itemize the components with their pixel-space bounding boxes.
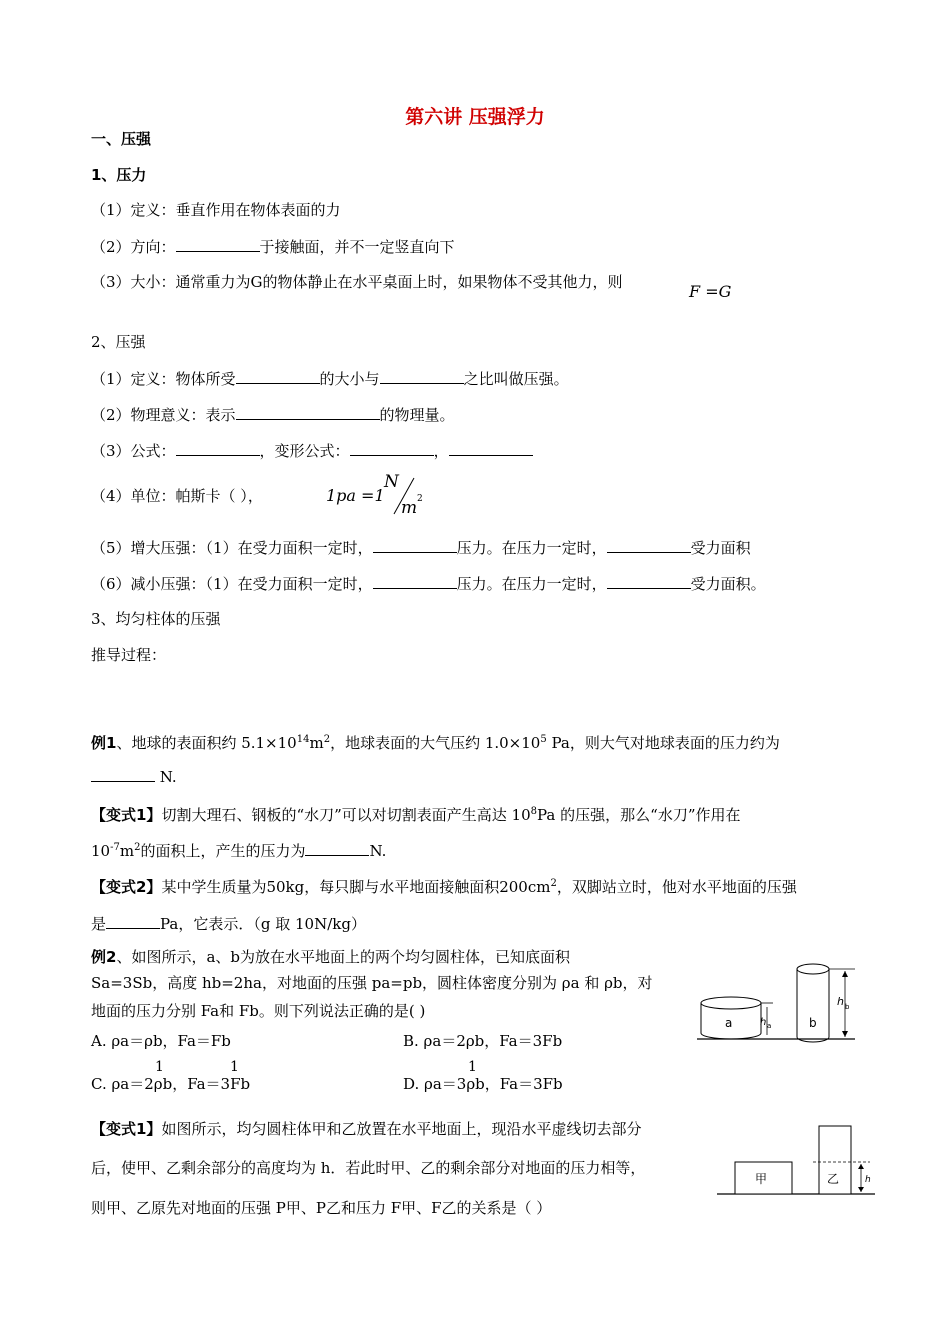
increase-part: （5）增大压强：（1）在受力面积一定时， [91,539,373,557]
text-part: 切割大理石、钢板的“水刀”可以对切割表面产生高达 10 [161,806,531,824]
unit-exponent: 2 [417,494,423,504]
answer-blank[interactable] [373,537,457,553]
subsection-heading-force: 1、压力 [91,166,147,184]
exponent: 14 [296,734,310,745]
answer-blank[interactable] [350,440,434,456]
pressure-def-part: 之比叫做压强。 [463,370,569,388]
answer-blank[interactable] [373,573,457,589]
exponent: -7 [110,842,120,853]
variant-1-line-1 [91,802,740,825]
pressure-unit-text: （4）单位：帕斯卡（ ）， [91,487,263,505]
pressure-meaning-line [91,404,455,425]
example-label: 例2 [91,948,117,966]
option-d-fraction-top: 1 [468,1059,477,1075]
answer-blank[interactable] [380,368,464,384]
text-part: 、如图所示，a、b为放在水平地面上的两个均匀圆柱体，已知底面积 [116,948,570,966]
option-c-fraction-top-2: 1 [230,1059,239,1075]
option-b[interactable]: B. ρa＝2ρb，Fa＝3Fb [403,1032,563,1050]
jia-yi-figure [715,1120,880,1200]
cylinders-figure [695,955,860,1055]
answer-blank[interactable] [236,404,380,420]
section-heading-pressure: 一、压强 [91,130,152,148]
exponent: 5 [540,734,547,745]
variant-1-line-2 [91,838,386,861]
variant-3-line-2: 后，使甲、乙剩余部分的高度均为 h．若此时甲、乙的剩余部分对地面的压力相等， [91,1159,646,1177]
text-part: N. [155,768,177,786]
increase-part: 压力。在压力一定时， [456,539,607,557]
text-part: Pa，则大气对地球表面的压力约为 [546,734,780,752]
cylinder-a-label: a [725,1016,733,1030]
svg-text:h: h [865,1175,871,1185]
derivation-label: 推导过程： [91,646,167,664]
variant-3-line-3: 则甲、乙原先对地面的压强 P甲、P乙和压力 F甲、F乙的关系是（ ） [91,1199,552,1217]
option-a[interactable]: A. ρa＝ρb，Fa＝Fb [91,1032,231,1050]
pressure-definition-line [91,368,569,389]
cylinder-b-label: b [809,1016,817,1030]
text-part: N. [369,842,387,860]
text-part: 某中学生质量为50kg，每只脚与水平地面接触面积200cm [161,878,551,896]
pressure-formula-part: ，变形公式： [259,442,350,460]
text-part: ，双脚站立时，他对水平地面的压强 [556,878,797,896]
pressure-meaning-part: 的物理量。 [379,406,455,424]
increase-pressure-line [91,537,751,558]
example-1-line-2 [91,766,177,787]
option-d[interactable]: D. ρa＝3ρb，Fa＝3Fb [403,1075,563,1093]
unit-denominator: m [401,498,418,518]
example-2-line-3: 地面的压力分别 Fa和 Fb。则下列说法正确的是( ) [91,1002,426,1020]
force-direction-prefix: （2）方向： [91,238,176,256]
pressure-def-part: 的大小与 [319,370,380,388]
example-1-line-1 [91,730,780,753]
answer-blank[interactable] [305,840,369,856]
unit-fraction [370,472,430,522]
pressure-unit-equation: 1pa =1 [326,486,385,505]
answer-blank[interactable] [106,913,160,929]
cylinder-a-top [701,997,761,1009]
text-part: m [119,842,135,860]
block-jia-label: 甲 [755,1172,768,1186]
text-part: 10 [91,842,111,860]
text-part: 的面积上，产生的压力为 [140,842,306,860]
variant-label: 【变式1】 [91,806,162,824]
text-part: Pa，它表示．（g 取 10N/kg） [160,915,366,933]
answer-blank[interactable] [91,766,155,782]
subsection-heading-uniform-column: 3、均匀柱体的压强 [91,610,221,628]
text-part: m [309,734,324,752]
text-part: Pa 的压强，那么“水刀”作用在 [537,806,741,824]
svg-text:h: h [760,1017,767,1028]
option-c[interactable]: C. ρa＝2ρb，Fa＝3Fb [91,1075,251,1093]
exponent: 2 [134,842,141,853]
variant-label: 【变式1】 [91,1120,162,1138]
svg-text:a: a [767,1022,772,1030]
force-definition: （1）定义：垂直作用在物体表面的力 [91,201,341,219]
decrease-part: 受力面积。 [690,575,766,593]
answer-blank[interactable] [607,573,691,589]
exponent: 2 [550,878,557,889]
cylinder-b-top [797,964,829,974]
answer-blank[interactable] [176,236,260,252]
pressure-formula-part: （3）公式： [91,442,176,460]
variant-2-line-2 [91,913,366,934]
subsection-heading-pressure: 2、压强 [91,333,146,351]
answer-blank[interactable] [176,440,260,456]
force-formula: F =G [689,282,732,301]
answer-blank[interactable] [236,368,320,384]
example-2-line-1 [91,947,570,967]
example-label: 例1 [91,734,117,752]
decrease-pressure-line [91,573,766,594]
force-magnitude-line [91,272,623,292]
pressure-formula-line [91,440,533,461]
text-part: 是 [91,915,107,933]
text-part: 、地球的表面积约 5.1×10 [116,734,297,752]
pressure-meaning-part: （2）物理意义：表示 [91,406,236,424]
svg-text:b: b [845,1003,850,1011]
text-part: 如图所示，均匀圆柱体甲和乙放置在水平地面上，现沿水平虚线切去部分 [161,1120,642,1138]
text-part: ，地球表面的大气压约 1.0×10 [330,734,541,752]
force-direction-suffix: 于接触面，并不一定竖直向下 [259,238,455,256]
decrease-part: （6）减小压强：（1）在受力面积一定时， [91,575,373,593]
answer-blank[interactable] [607,537,691,553]
exponent: 2 [323,734,331,745]
force-magnitude-text: （3）大小：通常重力为G的物体静止在水平桌面上时，如果物体不受其他力，则 [91,273,623,291]
block-yi-label: 乙 [827,1172,840,1186]
pressure-formula-part: ， [433,442,449,460]
unit-numerator: N [384,472,399,492]
cylinder-b-body [797,969,829,1042]
variant-label: 【变式2】 [91,878,162,896]
exponent: 8 [530,806,538,817]
force-direction-line [91,236,455,257]
variant-3-line-1 [91,1119,641,1139]
pressure-def-part: （1）定义：物体所受 [91,370,236,388]
example-2-line-2: Sa=3Sb，高度 hb=2ha，对地面的压强 pa=pb，圆柱体密度分别为 ρa 和 ρb，对 [91,974,653,992]
pressure-unit-line [91,486,263,506]
decrease-part: 压力。在压力一定时， [456,575,607,593]
increase-part: 受力面积 [690,539,751,557]
svg-text:h: h [837,995,844,1008]
variant-2-line-1 [91,874,797,897]
page-title: 第六讲 压强浮力 [405,106,545,128]
answer-blank[interactable] [449,440,533,456]
option-c-fraction-top-1: 1 [155,1059,164,1075]
